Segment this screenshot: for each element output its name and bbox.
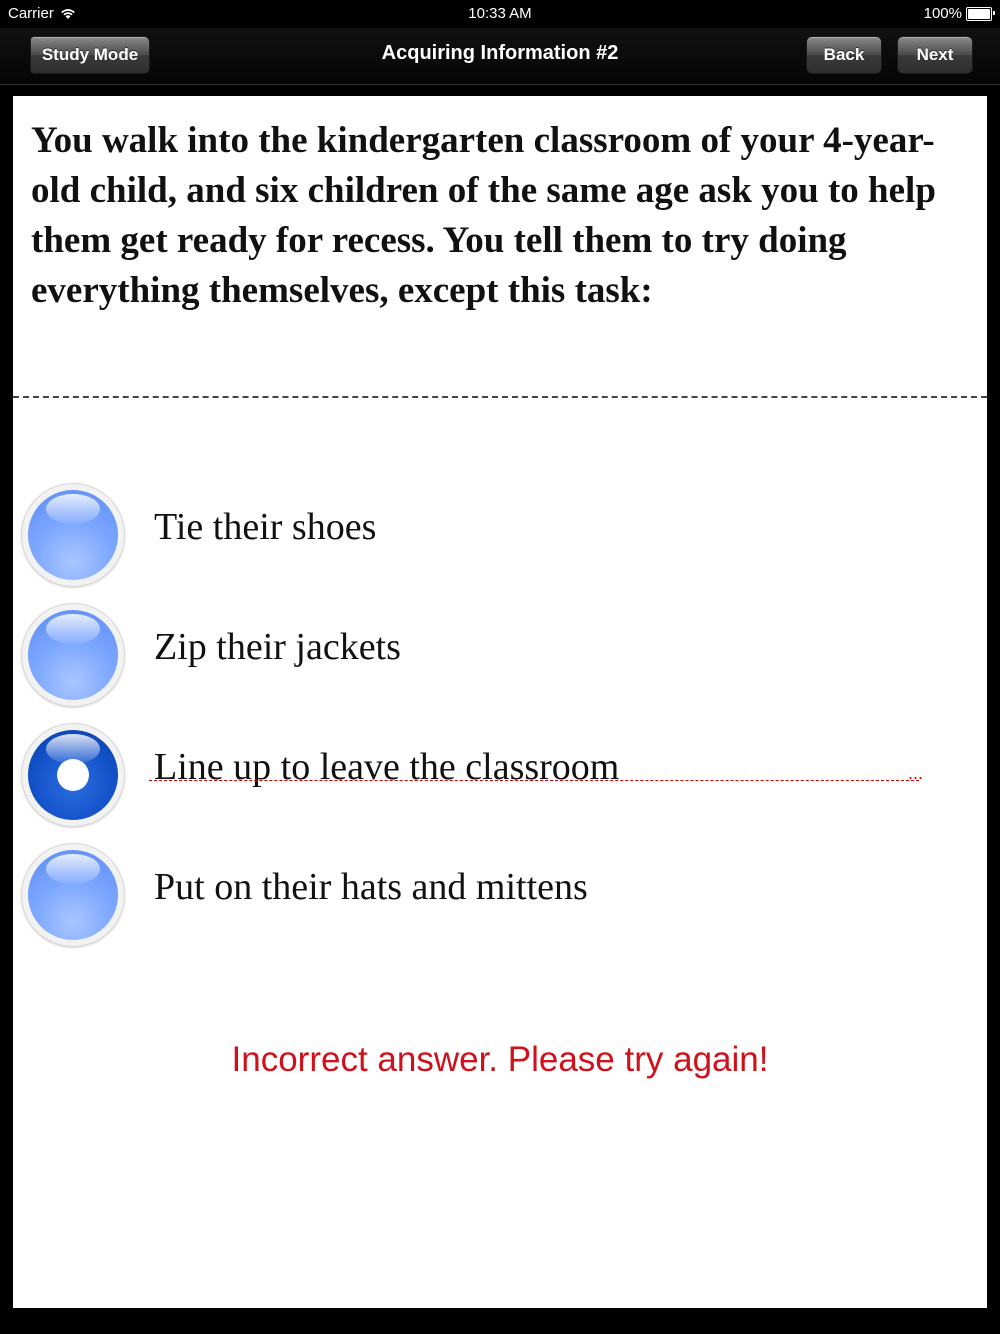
answer-label: Put on their hats and mittens [154,866,588,908]
answer-option[interactable] [21,843,961,951]
status-bar [0,0,1000,28]
answer-label: Zip their jackets [154,626,401,668]
radio-button[interactable] [21,843,125,947]
battery-icon [966,7,992,21]
radio-button-selected[interactable] [21,723,125,827]
strikethrough-end: ... [908,763,924,783]
answer-label: Tie their shoes [154,506,377,548]
radio-button[interactable] [21,483,125,587]
clock: 10:33 AM [468,5,532,22]
strikethrough-line [149,780,919,781]
question-panel [13,96,987,1308]
question-text: You walk into the kindergarten classroom of your 4-year-old child, and six children of the same age ask you to help them get ready for recess. You tell them to try doing everything themselves, except this task: [31,120,936,311]
answer-option[interactable] [21,603,961,711]
back-button[interactable]: Back [806,36,882,74]
battery-percent: 100% [923,5,962,22]
next-button[interactable]: Next [897,36,973,74]
carrier-label: Carrier [8,5,54,22]
divider [13,396,987,398]
navigation-bar [0,28,1000,85]
feedback-message: Incorrect answer. Please try again! [231,1040,769,1079]
page-title: Acquiring Information #2 [381,42,619,64]
battery-indicator [924,5,992,22]
answer-label-struck: Line up to leave the classroom [154,746,620,788]
answer-option[interactable] [21,483,961,591]
radio-button[interactable] [21,603,125,707]
answer-option-selected[interactable] [21,723,961,831]
study-mode-button[interactable]: Study Mode [30,36,150,74]
